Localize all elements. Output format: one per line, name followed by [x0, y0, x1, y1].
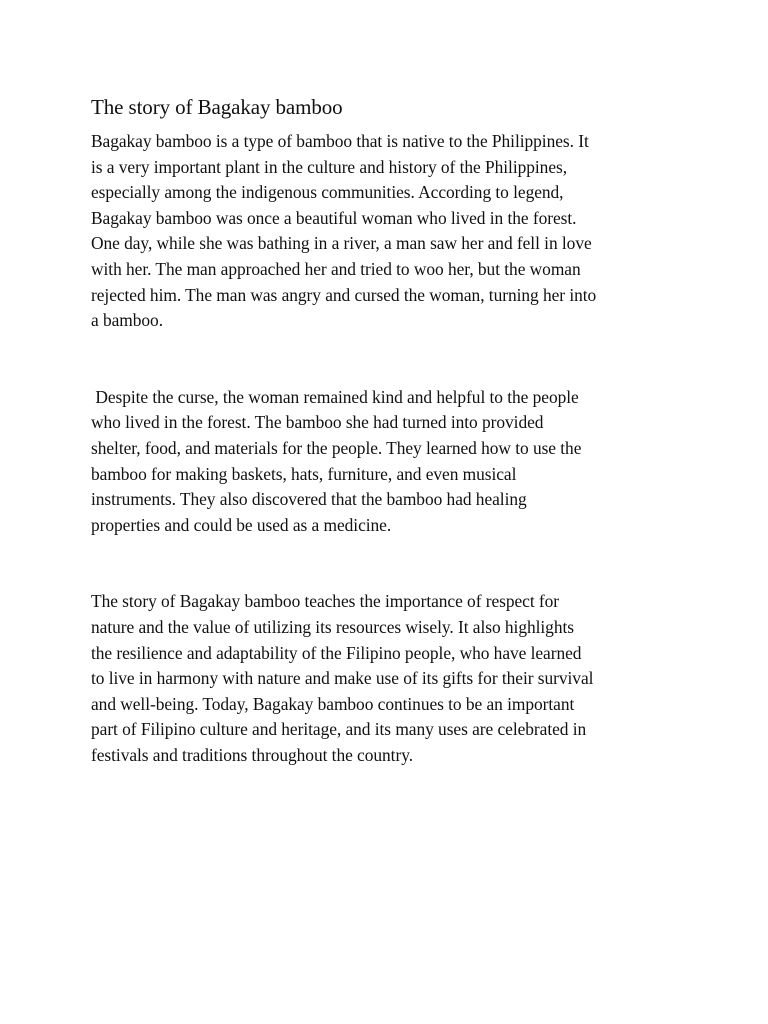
paragraph-3: The story of Bagakay bamboo teaches the importance of respect for nature and the value of utilizing its resources wisely. It also highlights the resilience and adaptability of the Filipino people, who have learned to live in harmony with nature and make use of its gifts for their survival and well-being. Today, Bagakay bamboo continues to be an important part of Filipino culture and heritage, and its many uses are celebrated in festivals and traditions throughout the country.: [91, 591, 594, 765]
paragraph-1: Bagakay bamboo is a type of bamboo that is native to the Philippines. It is a very important plant in the culture and history of the Philippines, especially among the indigenous communities. According to legend, Bagakay bamboo was once a beautiful woman who lived in the forest. One day, while she was bathing in a river, a man saw her and fell in love with her. The man approached her and tried to woo her, but the woman rejected him. The man was angry and cursed the woman, turning her into a bamboo.: [91, 131, 597, 331]
document-body: [91, 94, 691, 768]
paragraph-2: Despite the curse, the woman remained kind and helpful to the people who lived in the forest. The bamboo she had turned into provided shelter, food, and materials for the people. They learned how to use the bamboo for making baskets, hats, furniture, and even musical instruments. They also discovered that the bamboo had healing properties and could be used as a medicine.: [91, 386, 582, 535]
paragraph-spacer: [91, 538, 691, 589]
document-title: The story of Bagakay bamboo: [91, 95, 343, 119]
paragraph-spacer: [91, 334, 691, 385]
